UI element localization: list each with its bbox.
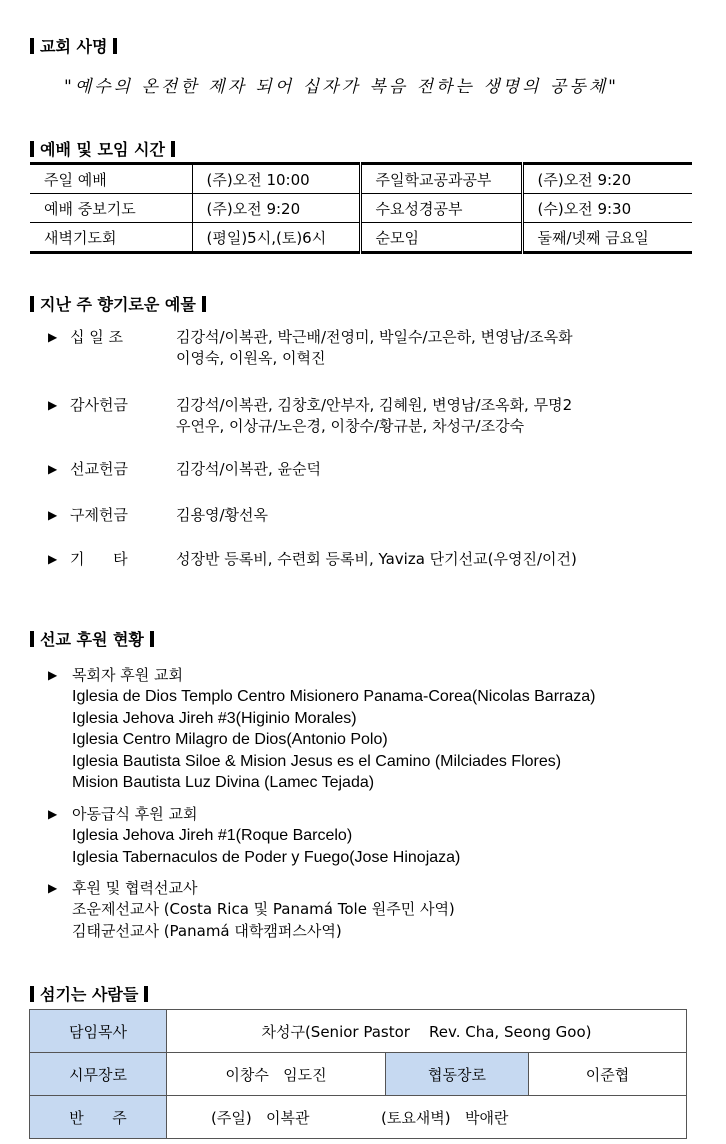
heading-bar-right xyxy=(150,631,154,647)
donor-line: 성장반 등록비, 수련회 등록비, Yaviza 단기선교(우영진/이건) xyxy=(176,550,577,568)
associate-elder-value: 이준협 xyxy=(529,1053,687,1096)
service-name: 수요성경공부 xyxy=(360,194,522,223)
offering-donors xyxy=(176,395,572,437)
heading-bar-right xyxy=(144,986,148,1002)
triangle-bullet-icon: ▶ xyxy=(48,330,58,344)
offering-category: 선교헌금 xyxy=(70,460,128,478)
service-name: 순모임 xyxy=(360,223,522,253)
accompanist-label: 반 주 xyxy=(30,1096,167,1139)
service-time: (주)오전 9:20 xyxy=(192,194,360,223)
supported-church: Iglesia Centro Milagro de Dios(Antonio Polo) xyxy=(72,731,388,748)
service-time: (평일)5시,(토)6시 xyxy=(192,223,360,253)
servants-heading: 섬기는 사람들 xyxy=(30,982,148,1005)
supported-church: Iglesia Jehova Jireh #3(Higinio Morales) xyxy=(72,709,357,727)
offering-relief xyxy=(48,505,268,526)
triangle-bullet-icon: ▶ xyxy=(48,552,58,566)
service-name: 주일 예배 xyxy=(30,164,192,194)
missionary: 김태균선교사 (Panamá 대학캠퍼스사역) xyxy=(72,921,342,940)
offering-thanks xyxy=(48,395,572,437)
group-title: 아동급식 후원 교회 xyxy=(72,805,198,823)
service-name: 예배 중보기도 xyxy=(30,194,192,223)
supported-church: Iglesia Tabernaculos de Poder y Fuego(Jose Hinojaza) xyxy=(72,848,461,866)
heading-bar-left xyxy=(30,296,34,312)
heading-bar-left xyxy=(30,986,34,1002)
heading-bar-right xyxy=(113,38,117,54)
servants-table xyxy=(29,1009,687,1139)
table-row xyxy=(30,223,692,253)
worship-heading: 예배 및 모임 시간 xyxy=(30,137,175,160)
group-title: 목회자 후원 교회 xyxy=(72,666,183,684)
heading-bar-left xyxy=(30,38,34,54)
table-row xyxy=(30,164,692,194)
offering-category: 십 일 조 xyxy=(70,328,124,346)
service-time: (주)오전 10:00 xyxy=(192,164,360,194)
service-time: (주)오전 9:20 xyxy=(522,164,692,194)
supported-church: Iglesia Bautista Siloe & Mision Jesus es el Camino (Milciades Flores) xyxy=(72,752,562,770)
offering-donors xyxy=(176,459,321,480)
missions-heading: 선교 후원 현황 xyxy=(30,627,154,650)
offering-other xyxy=(48,549,577,570)
heading-bar-right xyxy=(202,296,206,312)
supported-church: Mision Bautista Luz Divina (Lamec Tejada) xyxy=(72,774,375,791)
offerings-heading: 지난 주 향기로운 예물 xyxy=(30,292,206,315)
donor-line: 김강석/이복관, 김창호/안부자, 김혜원, 변영남/조옥화, 무명2 xyxy=(176,396,573,414)
donor-line: 김강석/이복관, 윤순덕 xyxy=(176,460,322,478)
heading-bar-left xyxy=(30,141,34,157)
offering-donors xyxy=(176,327,573,369)
worship-schedule-table xyxy=(30,162,692,254)
service-time: (수)오전 9:30 xyxy=(522,194,692,223)
heading-bar-right xyxy=(171,141,175,157)
offering-category: 감사헌금 xyxy=(70,396,128,414)
offering-category: 기 타 xyxy=(70,550,128,568)
heading-bar-left xyxy=(30,631,34,647)
elder-label: 시무장로 xyxy=(30,1053,167,1096)
service-time: 둘째/넷째 금요일 xyxy=(522,223,692,253)
triangle-bullet-icon: ▶ xyxy=(48,508,58,522)
missionary: 조운제선교사 (Costa Rica 및 Panamá Tole 원주민 사역) xyxy=(72,900,455,918)
offering-donors xyxy=(176,549,577,570)
mission-group-child-meals xyxy=(48,804,460,868)
table-row xyxy=(30,1010,687,1053)
service-name: 주일학교공과공부 xyxy=(360,164,522,194)
group-title: 후원 및 협력선교사 xyxy=(72,879,198,897)
mission-heading: 교회 사명 xyxy=(30,34,117,57)
offering-category: 구제헌금 xyxy=(70,506,128,524)
triangle-bullet-icon: ▶ xyxy=(48,881,58,895)
offering-mission xyxy=(48,459,321,480)
offering-donors xyxy=(176,505,268,526)
senior-pastor-label: 담임목사 xyxy=(30,1010,167,1053)
triangle-bullet-icon: ▶ xyxy=(48,398,58,412)
mission-group-pastors xyxy=(48,665,595,794)
service-name: 새벽기도회 xyxy=(44,228,117,247)
donor-line: 김용영/황선옥 xyxy=(176,506,268,524)
offering-tithe xyxy=(48,327,573,369)
supported-church: Iglesia de Dios Templo Centro Misionero Panama-Corea(Nicolas Barraza) xyxy=(72,688,596,705)
donor-line: 우연우, 이상규/노은경, 이창수/황규분, 차성구/조강숙 xyxy=(176,417,525,435)
supported-church: Iglesia Jehova Jireh #1(Roque Barcelo) xyxy=(72,827,353,844)
donor-line: 김강석/이복관, 박근배/전영미, 박일수/고은하, 변영남/조옥화 xyxy=(176,328,573,346)
triangle-bullet-icon: ▶ xyxy=(48,807,58,821)
elder-value: 이창수 임도진 xyxy=(167,1053,386,1096)
donor-line: 이영숙, 이원옥, 이혁진 xyxy=(176,349,326,367)
associate-elder-label: 협동장로 xyxy=(386,1053,529,1096)
triangle-bullet-icon: ▶ xyxy=(48,462,58,476)
triangle-bullet-icon: ▶ xyxy=(48,668,58,682)
table-row xyxy=(30,194,692,223)
mission-statement: "예수의 온전한 제자 되어 십자가 복음 전하는 생명의 공동체" xyxy=(64,77,619,97)
accompanist-value: (주일) 이복관 (토요새벽) 박애란 xyxy=(167,1096,687,1139)
mission-group-missionaries xyxy=(48,878,455,942)
table-row xyxy=(30,1096,687,1139)
table-row xyxy=(30,1053,687,1096)
senior-pastor-value: 차성구(Senior Pastor Rev. Cha, Seong Goo) xyxy=(167,1010,687,1053)
